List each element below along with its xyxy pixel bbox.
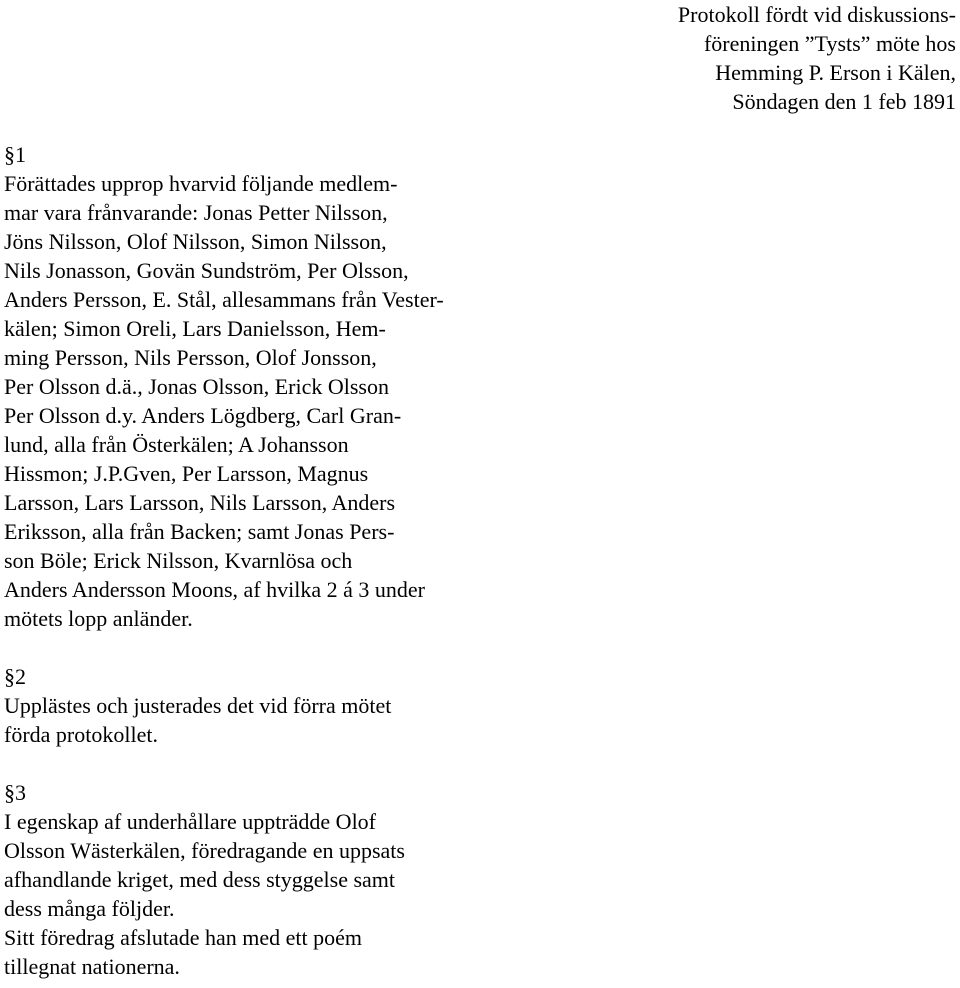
- section-line: Eriksson, alla från Backen; samt Jonas Pers-: [4, 519, 395, 544]
- section-line: tillegnat nationerna.: [4, 954, 180, 979]
- section-1: [4, 140, 604, 633]
- section-line: ming Persson, Nils Persson, Olof Jonsson,: [4, 345, 377, 370]
- section-line: Sitt föredrag afslutade han med ett poém: [4, 925, 362, 950]
- section-line: kälen; Simon Oreli, Lars Danielsson, Hem-: [4, 316, 386, 341]
- section-line: dess många följder.: [4, 896, 175, 921]
- section-sign: §: [4, 142, 15, 167]
- section-sign: §: [4, 664, 15, 689]
- section-number: 1: [15, 142, 26, 167]
- section-number: 3: [15, 780, 26, 805]
- section-line: I egenskap af underhållare uppträdde Olof: [4, 809, 377, 834]
- section-line: afhandlande kriget, med dess styggelse samt: [4, 867, 396, 892]
- section-line: Hissmon; J.P.Gven, Per Larsson, Magnus: [4, 461, 369, 486]
- header-line: Hemming P. Erson i Kälen,: [715, 60, 956, 85]
- section-line: mötets lopp anländer.: [4, 606, 193, 631]
- section-line: Anders Persson, E. Stål, allesammans från Vester-: [4, 287, 444, 312]
- section-line: Olsson Wästerkälen, föredragande en uppsats: [4, 838, 405, 863]
- header-line: Protokoll fördt vid diskussions-: [677, 2, 956, 27]
- section-heading: [4, 778, 604, 807]
- section-line: Larsson, Lars Larsson, Nils Larsson, Anders: [4, 490, 396, 515]
- section-line: Anders Andersson Moons, af hvilka 2 á 3 under: [4, 577, 425, 602]
- section-heading: [4, 140, 604, 169]
- header-line: Söndagen den 1 feb 1891: [732, 89, 956, 114]
- section-line: Per Olsson d.y. Anders Lögdberg, Carl Gran-: [4, 403, 402, 428]
- section-line: Jöns Nilsson, Olof Nilsson, Simon Nilsson,: [4, 229, 387, 254]
- section-heading: [4, 662, 604, 691]
- section-line: Förättades upprop hvarvid följande medlem-: [4, 171, 398, 196]
- header-line: föreningen ”Tysts” möte hos: [703, 31, 956, 56]
- section-line: Upplästes och justerades det vid förra mötet: [4, 693, 392, 718]
- section-line: lund, alla från Österkälen; A Johansson: [4, 432, 349, 457]
- section-line: mar vara frånvarande: Jonas Petter Nilsson,: [4, 200, 388, 225]
- section-3: [4, 778, 604, 981]
- section-sign: §: [4, 780, 15, 805]
- section-line: Per Olsson d.ä., Jonas Olsson, Erick Olsson: [4, 374, 389, 399]
- protocol-header: [536, 0, 956, 116]
- section-line: förda protokollet.: [4, 722, 158, 747]
- section-line: son Böle; Erick Nilsson, Kvarnlösa och: [4, 548, 353, 573]
- section-number: 2: [15, 664, 26, 689]
- section-line: Nils Jonasson, Govän Sundström, Per Olsson,: [4, 258, 409, 283]
- protocol-body: [4, 140, 604, 981]
- section-2: [4, 662, 604, 749]
